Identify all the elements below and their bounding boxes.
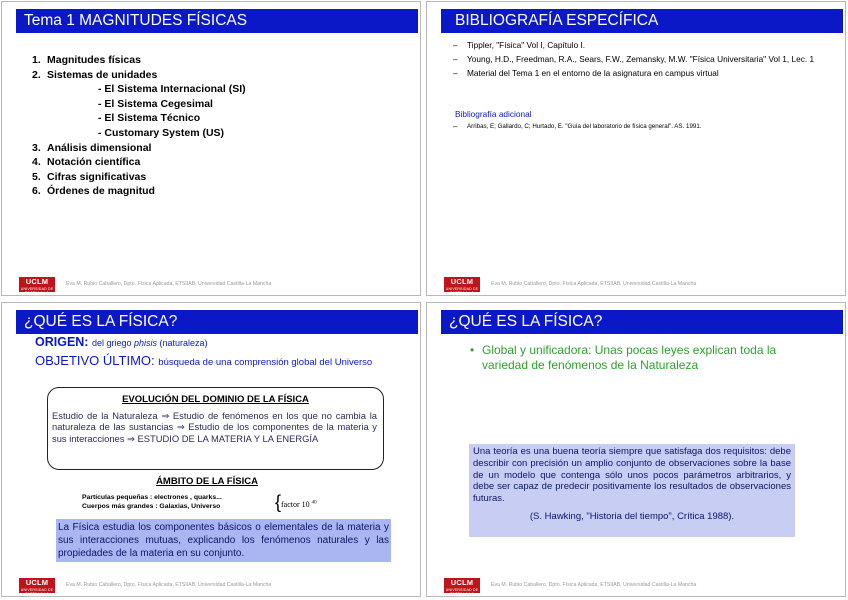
uclm-logo: UCLM UNIVERSIDAD DE CASTILLA-LA MANCHA (20, 277, 54, 299)
additional-bibliography-heading: Bibliografía adicional (455, 109, 532, 119)
toc-item: 6. Órdenes de magnitud (32, 185, 155, 198)
evolucion-text: Estudio de la Naturaleza ⇒ Estudio de fenómenos en los que no cambia la naturaleza de las sustancias ⇒ Estudio de los componentes de la materia y sus interacciones ⇒ ESTUDIO DE LA MATERIA Y LA ENERGÍA (52, 410, 377, 444)
table-of-contents (32, 53, 246, 199)
footer-credits: Eva M. Rubio Caballero, Dpto. Física Aplicada, ETSIIAB, Universidad Castilla-La Mancha (66, 582, 272, 588)
ambito-title: ÁMBITO DE LA FÍSICA (156, 476, 258, 487)
slide-title: ¿QUÉ ES LA FÍSICA? (16, 310, 418, 334)
toc-subitem: - El Sistema Cegesimal (98, 97, 213, 110)
additional-bibliography-item: – Arribas, E; Gallardo, C; Hurtado, E. "Guía del laboratorio de física general". AS. 1991. (453, 123, 838, 130)
slide-footer (2, 574, 420, 600)
toc-subitem: - El Sistema Técnico (98, 112, 201, 125)
uclm-logo: UCLM UNIVERSIDAD DE CASTILLA-LA MANCHA (20, 578, 54, 600)
uclm-logo: UCLM UNIVERSIDAD DE CASTILLA-LA MANCHA (445, 578, 479, 600)
slide-footer (2, 273, 420, 299)
slide-temario (1, 1, 421, 299)
toc-item: 4. Notación científica (32, 156, 141, 169)
toc-item: 3. Análisis dimensional (32, 141, 152, 154)
evolucion-title: EVOLUCIÓN DEL DOMINIO DE LA FÍSICA (122, 394, 309, 405)
hawking-quote-box (469, 444, 795, 537)
quote-text: Una teoría es una buena teoría siempre que satisfaga dos requisitos: debe describir con precisión un amplio conjunto de observaciones sobre la base de un modelo que contenga sólo unos pocos parámetros arbitrarios, y debe ser capaz de predecir positivamente los resultados de observaciones futuras. (473, 446, 791, 505)
bibliography-item: – Young, H.D., Freedman, R.A., Sears, F.W., Zemansky, M.W. "Física Universitaria" Vol 1, Lec. 1 (453, 54, 833, 64)
toc-subitem: - Customary System (US) (98, 126, 225, 139)
slide-footer (427, 574, 845, 600)
slide-title: Tema 1 MAGNITUDES FÍSICAS (16, 9, 418, 33)
slide-title: ¿QUÉ ES LA FÍSICA? (441, 310, 843, 334)
bibliography-item: – Material del Tema 1 en el entorno de la asignatura en campus virtual (453, 68, 833, 78)
slide-footer (427, 273, 845, 299)
quote-citation: (S. Hawking, "Historia del tiempo", Crítica 1988). (529, 510, 735, 522)
toc-subitem: - El Sistema Internacional (SI) (98, 83, 246, 96)
ambito-line: Partículas pequeñas : electrones , quarks... (82, 494, 222, 501)
slide-bibliografia (426, 1, 846, 299)
footer-credits: Eva M. Rubio Caballero, Dpto. Física Aplicada, ETSIIAB, Universidad Castilla-La Mancha (491, 582, 697, 588)
slide-title: BIBLIOGRAFÍA ESPECÍFICA (441, 9, 843, 33)
bullet-point: • Global y unificadora: Unas pocas leyes explican toda la variedad de fenómenos de la Naturaleza (470, 343, 810, 373)
toc-item: 1. Magnitudes físicas (32, 54, 141, 66)
ambito-line: Cuerpos más grandes : Galaxias, Universo (82, 503, 221, 510)
toc-item: 5. Cifras significativas (32, 170, 147, 183)
bibliography-item: – Tippler, "Física" Vol I, Capítulo I. (453, 40, 833, 50)
footer-credits: Eva M. Rubio Caballero, Dpto. Física Aplicada, ETSIIAB, Universidad Castilla-La Mancha (66, 281, 272, 287)
toc-item: 2. Sistemas de unidades (32, 68, 158, 81)
slide-que-es-fisica-2 (426, 302, 846, 600)
evolucion-box (47, 387, 384, 470)
factor-label: factor 10 $^{40}$ (281, 500, 317, 509)
objetivo-line: OBJETIVO ÚLTIMO: búsqueda de una comprensión global del Universo (35, 353, 373, 368)
uclm-logo: UCLM UNIVERSIDAD DE CASTILLA-LA MANCHA (445, 277, 479, 299)
origen-line: ORIGEN: del griego phisis (naturaleza) (35, 335, 208, 349)
brace-symbol: { (275, 492, 282, 512)
slide-que-es-fisica (1, 302, 421, 600)
fisica-definition-box: La Física estudia los componentes básicos o elementales de la materia y sus interacciones mutuas, explicando los fenómenos naturales y las propiedades de la materia en su conjunto. (56, 519, 391, 562)
footer-credits: Eva M. Rubio Caballero, Dpto. Física Aplicada, ETSIIAB, Universidad Castilla-La Mancha (491, 281, 697, 287)
bibliography-list (453, 40, 833, 82)
